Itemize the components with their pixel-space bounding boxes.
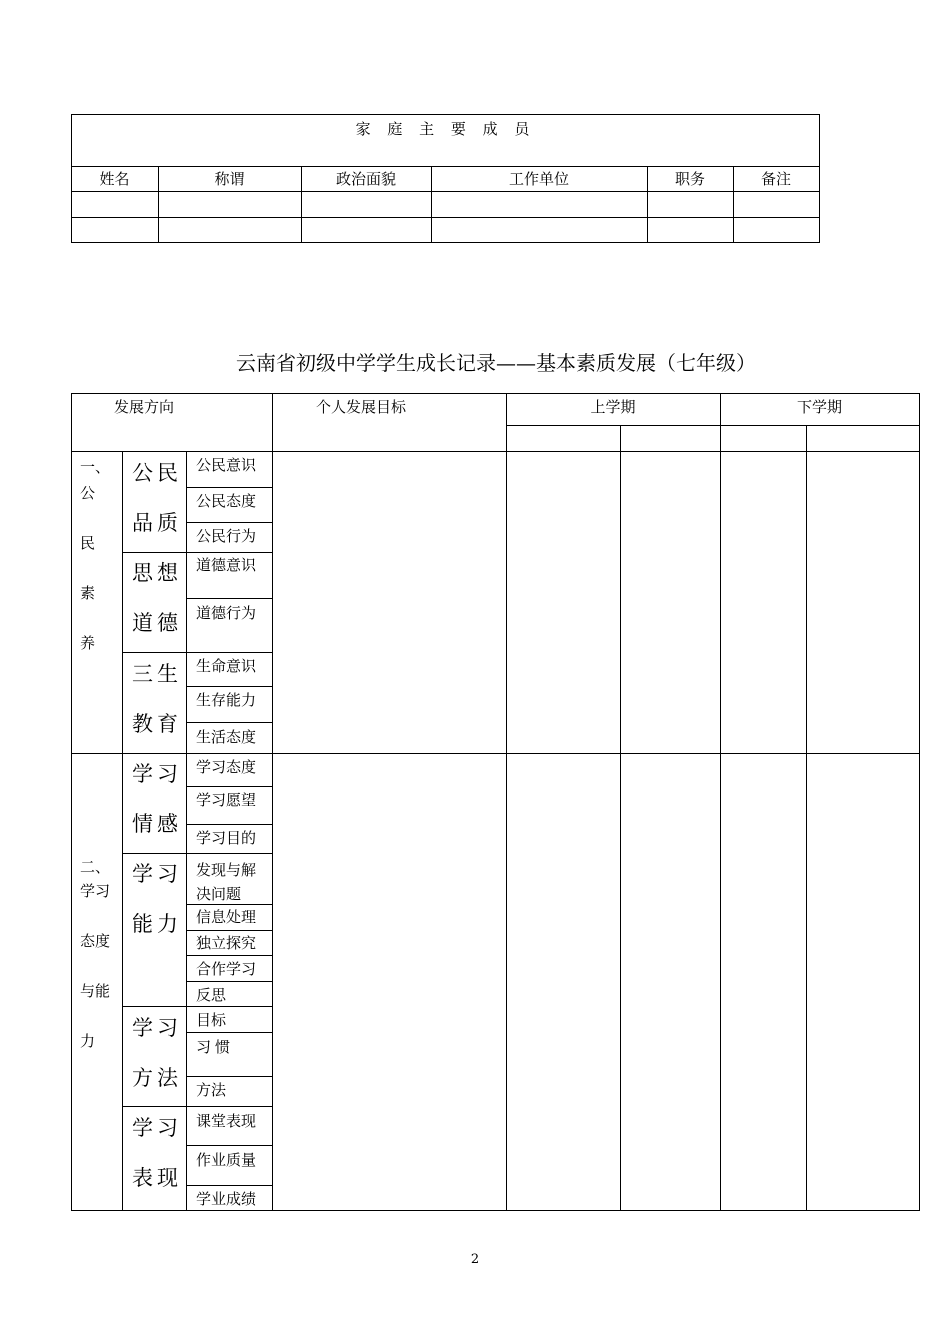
table-border bbox=[186, 1032, 272, 1033]
item-label: 方法 bbox=[196, 1081, 227, 1099]
table-border bbox=[71, 217, 820, 218]
table-border bbox=[506, 393, 507, 1211]
table-border bbox=[720, 393, 721, 1211]
table-border bbox=[71, 191, 820, 192]
table-border bbox=[186, 522, 272, 523]
section-label-text: 一、 公 民 素 养 bbox=[80, 458, 111, 652]
header-remarks: 备注 bbox=[760, 170, 791, 188]
group-emotion-line2 bbox=[132, 812, 182, 836]
table-border bbox=[122, 652, 272, 653]
group-performance-line2 bbox=[132, 1166, 182, 1190]
table-border bbox=[186, 598, 272, 599]
group-performance-line1 bbox=[132, 1116, 182, 1140]
table-border bbox=[71, 753, 920, 754]
table-border bbox=[122, 451, 123, 1211]
family-table-title: 家 庭 主 要 成 员 bbox=[355, 120, 536, 138]
table-border bbox=[186, 981, 272, 982]
table-border bbox=[186, 451, 187, 1211]
item-label: 道德意识 bbox=[196, 556, 257, 574]
item-label: 公民行为 bbox=[196, 527, 257, 545]
group-name: 学习 bbox=[132, 862, 182, 886]
group-name: 表现 bbox=[132, 1166, 182, 1190]
group-name: 学习 bbox=[132, 1116, 182, 1140]
item-label: 作业质量 bbox=[196, 1151, 257, 1169]
group-name: 三生 bbox=[132, 662, 182, 686]
item-label: 学习目的 bbox=[196, 829, 257, 847]
table-border bbox=[71, 451, 920, 452]
table-border bbox=[186, 930, 272, 931]
item-label: 独立探究 bbox=[196, 934, 257, 952]
group-name: 道德 bbox=[132, 611, 182, 635]
table-border bbox=[186, 487, 272, 488]
page-number: 2 bbox=[470, 1252, 480, 1267]
section-label-civic bbox=[80, 458, 120, 684]
table-border bbox=[186, 1145, 272, 1146]
item-label: 信息处理 bbox=[196, 908, 257, 926]
item-label: 生存能力 bbox=[196, 691, 257, 709]
group-name: 公民 bbox=[132, 461, 182, 485]
section-label-text: 二、 学习 态度 与能 力 bbox=[80, 858, 111, 1050]
header-semester1: 上学期 bbox=[590, 398, 636, 416]
header-position: 职务 bbox=[674, 170, 705, 188]
table-border bbox=[71, 114, 820, 115]
item-label: 公民态度 bbox=[196, 492, 257, 510]
group-name: 思想 bbox=[132, 561, 182, 585]
group-civic-quality-line2 bbox=[132, 511, 182, 535]
group-ability-line1 bbox=[132, 862, 182, 886]
group-civic-quality-line1 bbox=[132, 461, 182, 485]
table-border bbox=[919, 393, 920, 1211]
group-ability-line2 bbox=[132, 912, 182, 936]
group-method-line2 bbox=[132, 1066, 182, 1090]
item-label: 学习态度 bbox=[196, 758, 257, 776]
item-label: 学习愿望 bbox=[196, 791, 257, 809]
table-border bbox=[186, 1185, 272, 1186]
item-label: 学业成绩 bbox=[196, 1190, 257, 1208]
header-goal: 个人发展目标 bbox=[316, 398, 407, 416]
table-border bbox=[71, 242, 820, 243]
table-border bbox=[122, 1006, 272, 1007]
table-border bbox=[506, 425, 920, 426]
table-border bbox=[122, 552, 272, 553]
table-border bbox=[71, 393, 72, 1211]
group-morality-line2 bbox=[132, 611, 182, 635]
group-method-line1 bbox=[132, 1016, 182, 1040]
item-label: 道德行为 bbox=[196, 604, 257, 622]
item-label: 公民意识 bbox=[196, 456, 257, 474]
group-name: 情感 bbox=[132, 812, 182, 836]
group-name: 能力 bbox=[132, 912, 182, 936]
table-border bbox=[186, 824, 272, 825]
header-political-status: 政治面貌 bbox=[335, 170, 396, 188]
group-three-life-line2 bbox=[132, 712, 182, 736]
record-title: 云南省初级中学学生成长记录——基本素质发展（七年级） bbox=[236, 351, 756, 375]
table-border bbox=[71, 166, 820, 167]
group-three-life-line1 bbox=[132, 662, 182, 686]
table-border bbox=[186, 686, 272, 687]
header-direction: 发展方向 bbox=[114, 398, 175, 416]
group-name: 方法 bbox=[132, 1066, 182, 1090]
group-name: 教育 bbox=[132, 712, 182, 736]
table-border bbox=[806, 425, 807, 1211]
item-label: 生命意识 bbox=[196, 657, 257, 675]
table-border bbox=[186, 955, 272, 956]
group-morality-line1 bbox=[132, 561, 182, 585]
header-semester2: 下学期 bbox=[796, 398, 842, 416]
item-label: 生活态度 bbox=[196, 728, 257, 746]
table-border bbox=[186, 722, 272, 723]
group-emotion-line1 bbox=[132, 762, 182, 786]
header-work-unit: 工作单位 bbox=[508, 170, 569, 188]
header-name: 姓名 bbox=[99, 170, 130, 188]
table-border bbox=[620, 425, 621, 1211]
table-border bbox=[186, 786, 272, 787]
table-border bbox=[71, 393, 920, 394]
item-label: 反思 bbox=[196, 986, 227, 1004]
table-border bbox=[122, 1106, 272, 1107]
section-label-learning bbox=[80, 858, 120, 1082]
item-label: 目标 bbox=[196, 1011, 227, 1029]
table-border bbox=[122, 853, 272, 854]
group-name: 品质 bbox=[132, 511, 182, 535]
table-border bbox=[186, 1076, 272, 1077]
group-name: 学习 bbox=[132, 1016, 182, 1040]
group-name: 学习 bbox=[132, 762, 182, 786]
item-label: 发现与解决问题 bbox=[196, 861, 257, 903]
item-label: 合作学习 bbox=[196, 960, 257, 978]
item-label: 课堂表现 bbox=[196, 1112, 257, 1130]
table-border bbox=[272, 393, 273, 1211]
table-border bbox=[71, 1210, 920, 1211]
item-label: 习惯 bbox=[196, 1038, 235, 1056]
header-relation: 称谓 bbox=[214, 170, 245, 188]
